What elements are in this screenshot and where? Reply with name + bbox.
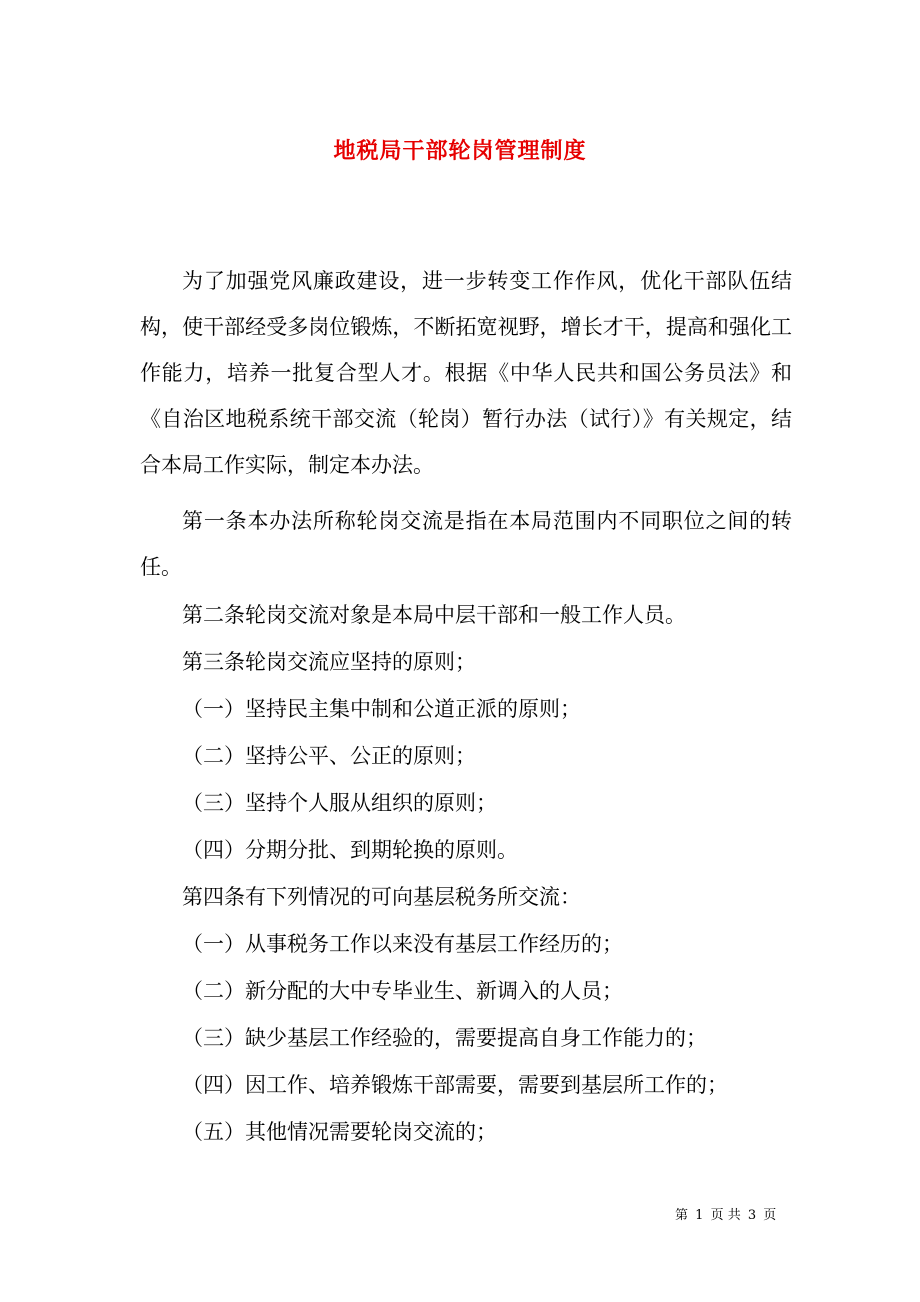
document-title: 地税局干部轮岗管理制度 (333, 137, 587, 164)
list-item: （三）坚持个人服从组织的原则； (182, 791, 497, 815)
paragraph-article-2: 第二条轮岗交流对象是本局中层干部和一般工作人员。 (182, 603, 686, 627)
list-item: （一）从事税务工作以来没有基层工作经历的； (182, 932, 623, 956)
footer-suffix: 页 (763, 1208, 777, 1223)
page-number: 1 (695, 1208, 704, 1223)
list-item: （四）因工作、培养锻炼干部需要，需要到基层所工作的； (182, 1073, 728, 1097)
list-item: （五）其他情况需要轮岗交流的； (182, 1120, 497, 1144)
page-footer (675, 1206, 779, 1226)
list-item: （一）坚持民主集中制和公道正派的原则； (182, 697, 581, 721)
paragraph-article-1: 第一条本办法所称轮岗交流是指在本局范围内不同职位之间的转任。 (140, 509, 792, 579)
paragraph-article-4: 第四条有下列情况的可向基层税务所交流： (182, 885, 581, 909)
list-item: （二）新分配的大中专毕业生、新调入的人员； (182, 979, 623, 1003)
footer-prefix: 第 (675, 1208, 689, 1223)
footer-mid: 页 共 (710, 1208, 741, 1223)
paragraph-intro: 为了加强党风廉政建设，进一步转变工作作风，优化干部队伍结构，使干部经受多岗位锻炼，不断拓宽视野，增长才干，提高和强化工作能力，培养一批复合型人才。根据《中华人民共和国公务员法》和《自治区地税系统干部交流（轮岗）暂行办法（试行）》有关规定，结合本局工作实际，制定本办法。 (140, 269, 792, 477)
paragraph-article-3: 第三条轮岗交流应坚持的原则； (182, 650, 476, 674)
list-item: （二）坚持公平、公正的原则； (182, 744, 476, 768)
total-pages: 3 (747, 1208, 757, 1223)
list-item: （四）分期分批、到期轮换的原则。 (182, 838, 518, 862)
list-item: （三）缺少基层工作经验的，需要提高自身工作能力的； (182, 1026, 707, 1050)
